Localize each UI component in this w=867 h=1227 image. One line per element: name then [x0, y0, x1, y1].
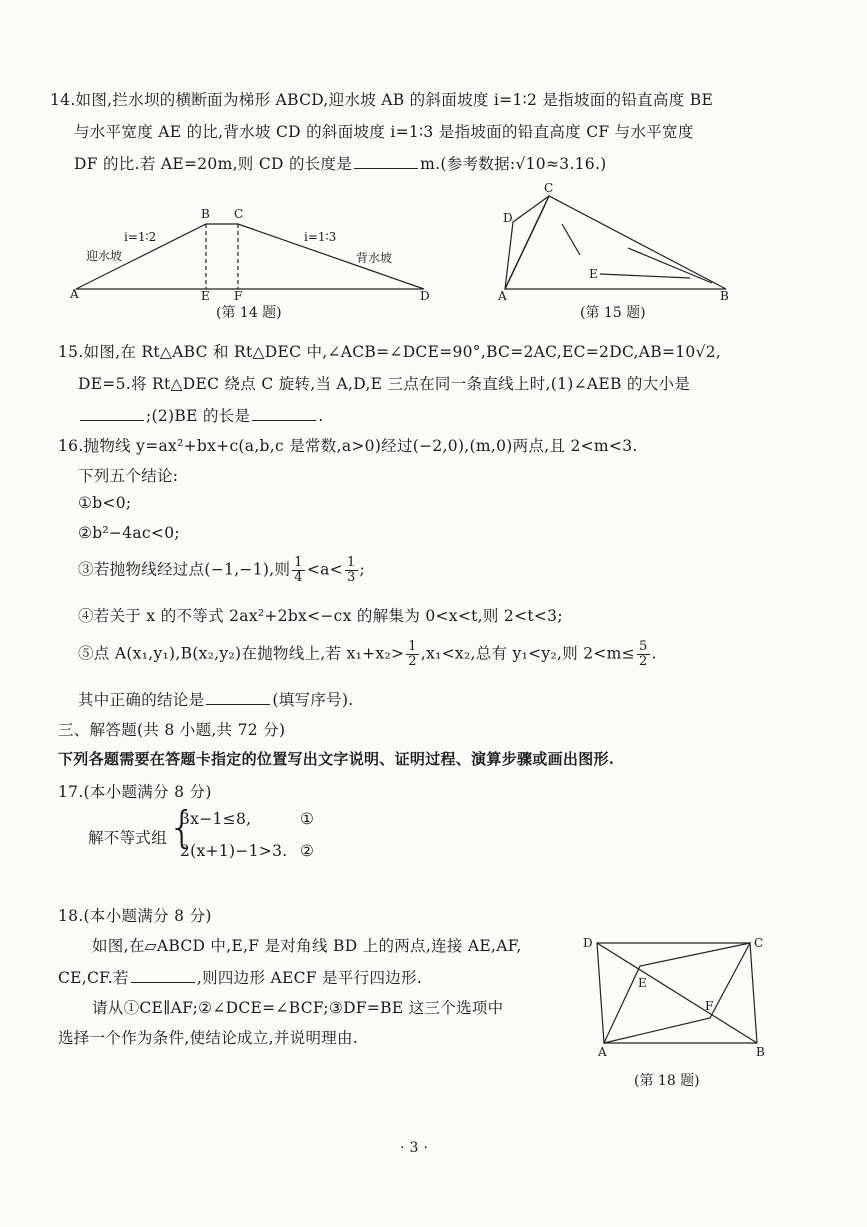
- fig14-label-d: D: [420, 289, 430, 303]
- q17-mark-2: ②: [300, 842, 315, 860]
- q18-heading: 18.(本小题满分 8 分): [58, 907, 212, 925]
- q16-answer-hint: (填写序号).: [272, 691, 354, 709]
- q16-c5-text-a: ⑤点 A(x₁,y₁),B(x₂,y₂)在抛物线上,若 x₁+x₂>: [78, 644, 405, 663]
- q16-c3-frac-1-den: 4: [294, 570, 303, 585]
- q16-conclusion-1: ①b<0;: [78, 494, 132, 512]
- q18-line-2-end: ,则四边形 AECF 是平行四边形.: [196, 969, 423, 987]
- fig15-label-b: B: [720, 289, 729, 303]
- q18-line-1: 如图,在▱ABCD 中,E,F 是对角线 BD 上的两点,连接 AE,AF,: [92, 937, 522, 955]
- fig14-slope-ratio-right: i=1∶3: [304, 230, 337, 244]
- q16-line-2: 下列五个结论:: [78, 467, 179, 485]
- q16-c5-frac-2-num: 5: [638, 639, 648, 654]
- q16-conclusion-2: ②b²−4ac<0;: [78, 524, 180, 542]
- fig15-label-e: E: [589, 267, 598, 281]
- fig15-caption: (第 15 题): [580, 305, 646, 321]
- q17-lead: 解不等式组: [88, 829, 168, 847]
- q16-answer-text: 其中正确的结论是: [78, 691, 205, 709]
- q18-line-2-text: CE,CF.若: [58, 969, 129, 987]
- fig14-label-a: A: [70, 287, 79, 301]
- q17-equation-1: 3x−1≤8,: [180, 810, 252, 828]
- q18-line-3: 请从①CE∥AF;②∠DCE=∠BCF;③DF=BE 这三个选项中: [92, 999, 504, 1017]
- q15-line-1: 15.如图,在 Rt△ABC 和 Rt△DEC 中,∠ACB=∠DCE=90°,BC=2AC,EC=2DC,AB=10√2,: [58, 343, 722, 361]
- fig15-label-a: A: [498, 289, 507, 303]
- q17-equation-2: 2(x+1)−1>3.: [180, 842, 288, 860]
- section-3-instructions: 下列各题需要在答题卡指定的位置写出文字说明、证明过程、演算步骤或画出图形.: [58, 750, 615, 768]
- q16-c5-end: .: [651, 644, 657, 663]
- q14-line-3-text: DF 的比.若 AE=20m,则 CD 的长度是: [74, 155, 353, 173]
- q15-line-3-text: ;(2)BE 的长是: [146, 407, 251, 425]
- fig14-label-f: F: [234, 289, 243, 303]
- q16-c3-frac-2-den: 3: [346, 570, 356, 585]
- fig14-left-slope-label: 迎水坡: [86, 249, 123, 263]
- fig18-caption: (第 18 题): [634, 1073, 700, 1089]
- q16-c3-mid: <a<: [306, 560, 343, 579]
- fig18-label-c: C: [754, 936, 764, 950]
- page-number: · 3 ·: [400, 1140, 429, 1156]
- fig15-label-c: C: [544, 181, 554, 195]
- fig14-slope-ratio-left: i=1∶2: [124, 230, 157, 244]
- q15-line-2: DE=5.将 Rt△DEC 绕点 C 旋转,当 A,D,E 三点在同一条直线上时,(1)∠AEB 的大小是: [78, 375, 691, 393]
- fig18-label-e: E: [638, 976, 647, 990]
- q16-line-1: 16.抛物线 y=ax²+bx+c(a,b,c 是常数,a>0)经过(−2,0),(m,0)两点,且 2<m<3.: [58, 437, 638, 455]
- fig18-label-a: A: [598, 1045, 607, 1059]
- fig14-right-slope-label: 背水坡: [356, 251, 393, 265]
- q16-c5-frac-1-num: 1: [408, 639, 417, 654]
- fig15-label-d: D: [503, 211, 513, 225]
- q16-c3-frac-1-num: 1: [294, 555, 303, 570]
- fig18-label-f: F: [705, 999, 714, 1013]
- q17-brace: {: [168, 802, 196, 853]
- q14-line-1: 14.如图,拦水坝的横断面为梯形 ABCD,迎水坡 AB 的斜面坡度 i=1∶2 是指坡面的铅直高度 BE: [50, 91, 714, 109]
- q16-c5-frac-2-den: 2: [638, 654, 648, 669]
- fig14-label-c: C: [234, 207, 244, 221]
- q16-c3-frac-2-num: 1: [346, 555, 356, 570]
- q14-line-2: 与水平宽度 AE 的比,背水坡 CD 的斜面坡度 i=1∶3 是指坡面的铅直高度 CF 与水平宽度: [74, 123, 694, 141]
- q15-line-3-end: .: [318, 407, 324, 425]
- q17-mark-1: ①: [300, 810, 315, 828]
- fig18-label-b: B: [756, 1045, 765, 1059]
- fig14-label-b: B: [201, 207, 210, 221]
- fig14-label-e: E: [201, 289, 210, 303]
- q14-line-3-ref: m.(参考数据:√10≈3.16.): [420, 155, 607, 173]
- fig14-caption: (第 14 题): [216, 305, 282, 321]
- q16-conclusion-4: ④若关于 x 的不等式 2ax²+2bx<−cx 的解集为 0<x<t,则 2<t<3;: [78, 607, 563, 625]
- q16-c3-end: ;: [359, 560, 366, 579]
- fig18-label-d: D: [583, 936, 593, 950]
- q18-line-4: 选择一个作为条件,使结论成立,并说明理由.: [58, 1029, 359, 1047]
- section-3-title: 三、解答题(共 8 小题,共 72 分): [58, 721, 286, 739]
- q16-c3-text: ③若抛物线经过点(−1,−1),则: [78, 560, 291, 579]
- q16-c5-frac-1-den: 2: [408, 654, 417, 669]
- q16-c5-text-b: ,x₁<x₂,总有 y₁<y₂,则 2<m≤: [420, 644, 635, 663]
- q17-heading: 17.(本小题满分 8 分): [58, 783, 212, 801]
